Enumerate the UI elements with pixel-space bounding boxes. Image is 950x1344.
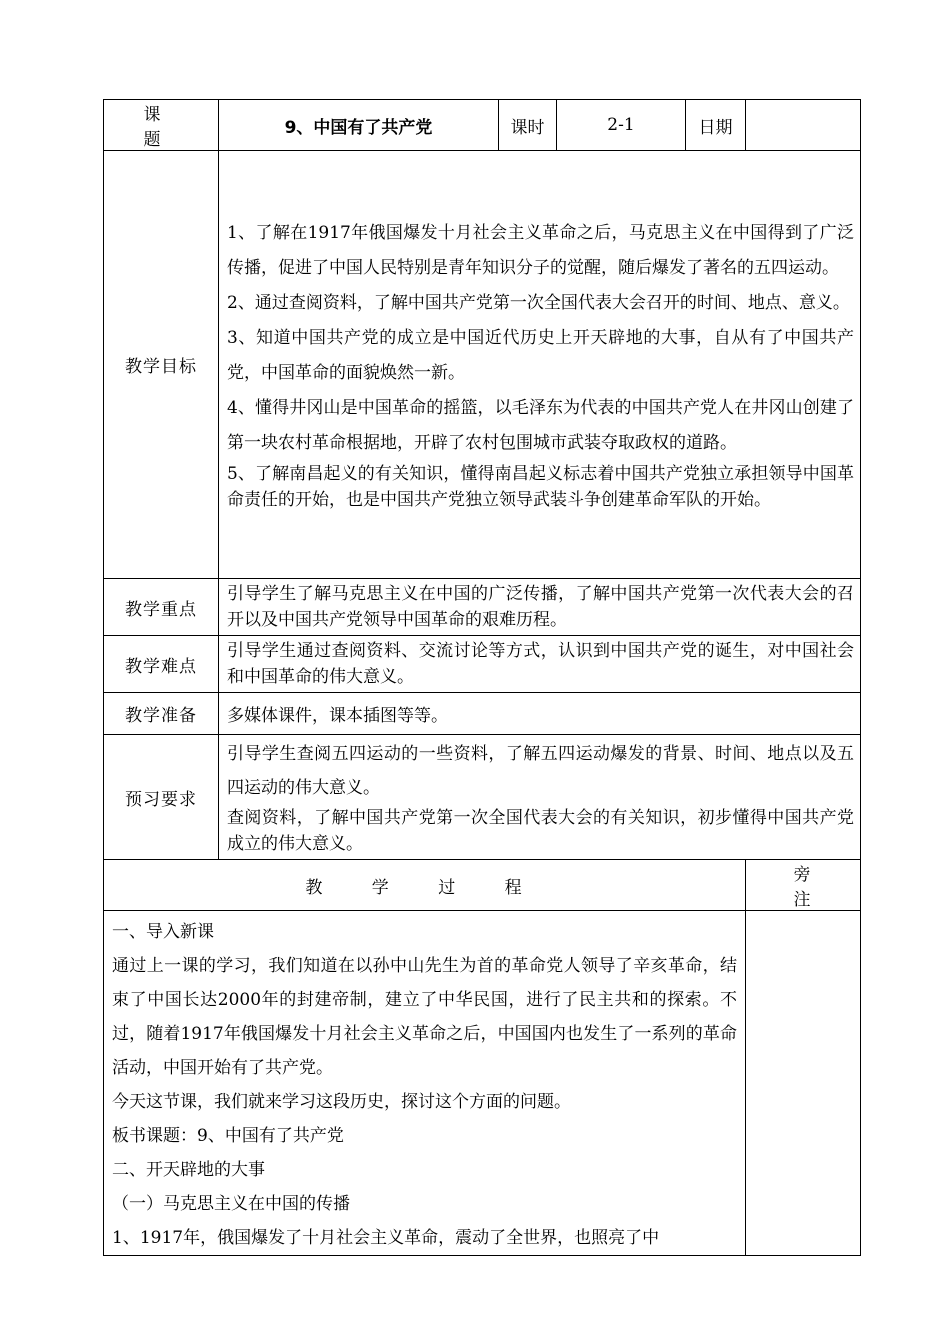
objective-item: 1、了解在1917年俄国爆发十月社会主义革命之后，马克思主义在中国得到了广泛传播，促进了中国人民特别是青年知识分子的觉醒，随后爆发了著名的五四运动。 [227, 223, 854, 278]
difficulties-row [104, 636, 861, 693]
objectives-row [104, 151, 861, 579]
key-points-label: 教学重点 [104, 579, 219, 636]
preview-item: 查阅资料，了解中国共产党第一次全国代表大会的有关知识，初步懂得中国共产党成立的伟大意义。 [227, 808, 854, 854]
key-points-text: 引导学生了解马克思主义在中国的广泛传播，了解中国共产党第一次代表大会的召开以及中国共产党领导中国革命的艰难历程。 [227, 584, 854, 630]
process-line: 二、开天辟地的大事 [112, 1160, 265, 1180]
preview-content [219, 735, 861, 860]
key-points-row [104, 579, 861, 636]
preparation-text: 多媒体课件，课本插图等等。 [227, 706, 448, 726]
difficulties-content [219, 636, 861, 693]
objective-item: 4、懂得井冈山是中国革命的摇篮，以毛泽东为代表的中国共产党人在井冈山创建了第一块农村革命根据地，开辟了农村包围城市武装夺取政权的道路。 [227, 398, 854, 453]
objective-item: 3、知道中国共产党的成立是中国近代历史上开天辟地的大事，自从有了中国共产党，中国革命的面貌焕然一新。 [227, 328, 854, 383]
key-points-content [219, 579, 861, 636]
difficulties-label: 教学难点 [104, 636, 219, 693]
preparation-content [219, 693, 861, 735]
process-header-row [104, 860, 861, 911]
preview-item: 引导学生查阅五四运动的一些资料，了解五四运动爆发的背景、时间、地点以及五四运动的伟大意义。 [227, 744, 854, 798]
preparation-row [104, 693, 861, 735]
period-value: 2-1 [557, 100, 686, 151]
objectives-label: 教学目标 [104, 151, 219, 579]
period-label: 课时 [499, 100, 557, 151]
objective-item: 2、通过查阅资料，了解中国共产党第一次全国代表大会召开的时间、地点、意义。 [227, 293, 850, 313]
process-line: 一、导入新课 [112, 922, 214, 942]
objectives-content [219, 151, 861, 579]
topic-label: 课 题 [104, 100, 219, 151]
date-label: 日期 [686, 100, 746, 151]
date-value[interactable] [746, 100, 861, 151]
lesson-plan-table [103, 99, 861, 1256]
objective-item: 5、了解南昌起义的有关知识，懂得南昌起义标志着中国共产党独立承担领导中国革命责任的开始，也是中国共产党独立领导武装斗争创建革命军队的开始。 [227, 464, 854, 510]
difficulties-text: 引导学生通过查阅资料、交流讨论等方式，认识到中国共产党的诞生，对中国社会和中国革命的伟大意义。 [227, 641, 854, 687]
process-line: 今天这节课，我们就来学习这段历史，探讨这个方面的问题。 [112, 1092, 571, 1112]
side-notes-heading: 旁 注 [746, 860, 861, 911]
header-row [104, 100, 861, 151]
process-line: 板书课题：9、中国有了共产党 [112, 1126, 344, 1146]
lesson-title: 9、中国有了共产党 [219, 100, 499, 151]
process-heading: 教 学 过 程 [104, 860, 746, 911]
process-line: （一）马克思主义在中国的传播 [112, 1194, 350, 1214]
side-notes-content[interactable] [746, 911, 861, 1256]
process-body-row [104, 911, 861, 1256]
process-line: 通过上一课的学习，我们知道在以孙中山先生为首的革命党人领导了辛亥革命，结束了中国长达2000年的封建帝制，建立了中华民国，进行了民主共和的探索。不过，随着1917年俄国爆发十月社会主义革命之后，中国国内也发生了一系列的革命活动，中国开始有了共产党。 [112, 956, 737, 1078]
preview-label: 预习要求 [104, 735, 219, 860]
process-content [104, 911, 746, 1256]
process-line: 1、1917年，俄国爆发了十月社会主义革命，震动了全世界，也照亮了中 [112, 1228, 660, 1248]
lesson-plan-sheet [103, 99, 860, 1256]
preview-row [104, 735, 861, 860]
preparation-label: 教学准备 [104, 693, 219, 735]
